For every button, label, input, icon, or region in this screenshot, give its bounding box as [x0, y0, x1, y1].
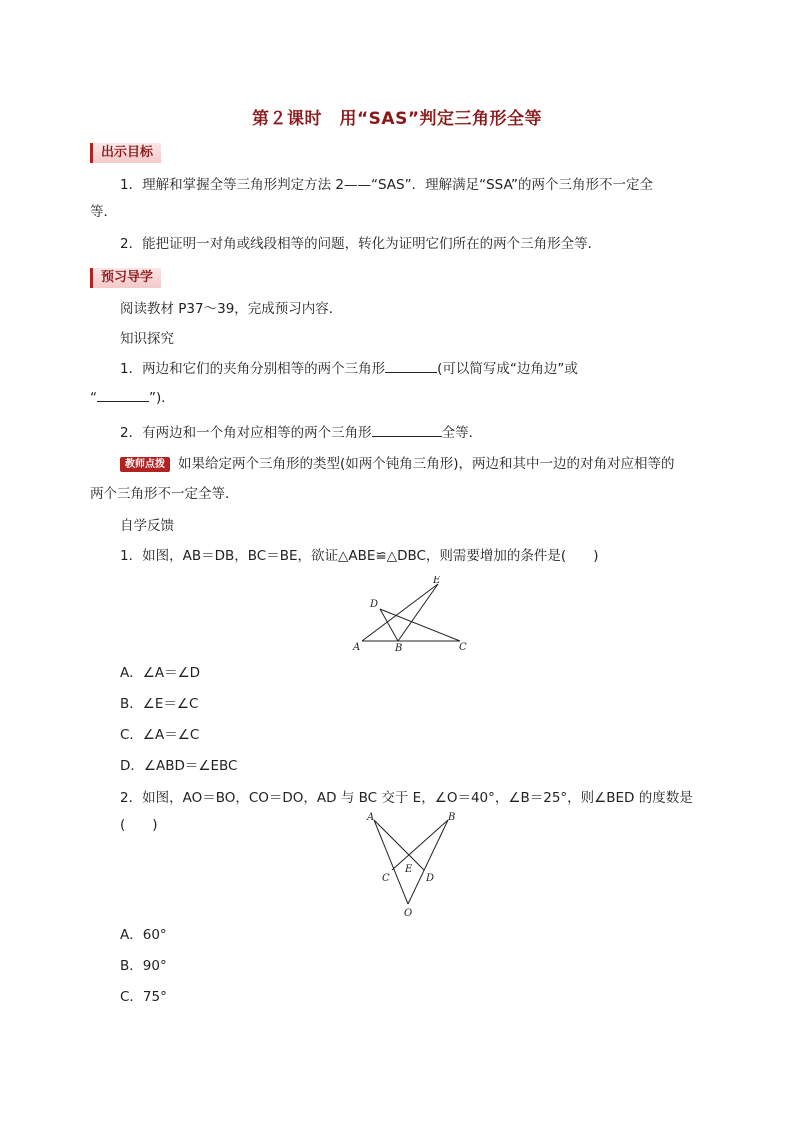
segment-bc — [392, 820, 448, 870]
knowledge-1-quote-close: ”)． — [149, 390, 175, 406]
segment-bo — [408, 820, 448, 904]
label-b: B — [395, 643, 403, 654]
feedback-heading: 自学反馈 — [120, 518, 174, 534]
label-a: A — [367, 812, 375, 823]
objective-1-line2: 等． — [90, 204, 117, 220]
label-o: O — [404, 908, 413, 919]
knowledge-2-text: 2．有两边和一个角对应相等的两个三角形 — [120, 425, 372, 441]
teacher-tip-line2: 两个三角形不一定全等． — [90, 486, 239, 502]
segment-be — [398, 584, 438, 641]
answer-blank[interactable] — [372, 422, 442, 437]
label-a: A — [353, 642, 361, 653]
page-title: 第２课时 用“SAS”判定三角形全等 — [252, 109, 542, 129]
knowledge-item-2 — [120, 420, 702, 447]
figure-q1 — [350, 576, 480, 654]
q1-option-c[interactable]: C．∠A＝∠C — [120, 727, 200, 743]
segment-ae — [362, 584, 438, 641]
q1-option-a[interactable]: A．∠A＝∠D — [120, 665, 201, 681]
reading-instruction: 阅读教材 P37～39，完成预习内容． — [120, 301, 343, 317]
q2-option-b[interactable]: B．90° — [120, 958, 167, 974]
label-c: C — [459, 642, 467, 653]
section-preview: 预习导学 — [90, 268, 161, 288]
label-d: D — [426, 873, 435, 884]
label-c: C — [382, 873, 390, 884]
q2-option-a[interactable]: A．60° — [120, 927, 167, 943]
q1-option-d[interactable]: D．∠ABD＝∠EBC — [120, 758, 238, 774]
knowledge-item-1 — [120, 356, 702, 383]
answer-blank[interactable] — [385, 358, 437, 373]
label-d: D — [370, 599, 379, 610]
question-1-stem: 1．如图，AB＝DB，BC＝BE，欲证△ABE≌△DBC，则需要增加的条件是( ) — [120, 548, 599, 564]
label-b: B — [448, 812, 456, 823]
teacher-tip-line1: 如果给定两个三角形的类型(如两个钝角三角形)，两边和其中一边的对角对应相等的 — [178, 456, 675, 472]
knowledge-1-text-b: (可以简写成“边角边”或 — [437, 361, 578, 377]
knowledge-1-text: 1．两边和它们的夹角分别相等的两个三角形 — [120, 361, 386, 377]
q1-option-b[interactable]: B．∠E＝∠C — [120, 696, 199, 712]
knowledge-item-1-cont — [90, 385, 702, 412]
knowledge-1-quote-open: “ — [90, 390, 97, 406]
objective-1-line1: 1．理解和掌握全等三角形判定方法 2——“SAS”．理解满足“SSA”的两个三角形不一定全 — [120, 177, 654, 193]
q2-option-c[interactable]: C．75° — [120, 989, 167, 1005]
objective-2: 2．能把证明一对角或线段相等的问题，转化为证明它们所在的两个三角形全等． — [120, 236, 602, 252]
knowledge-2-text-b: 全等． — [441, 425, 483, 441]
figure-q2 — [360, 808, 470, 920]
section-objectives: 出示目标 — [90, 143, 161, 163]
teacher-tip-badge: 教师点拨 — [120, 457, 170, 472]
segment-ao — [374, 820, 408, 904]
segment-ad — [374, 820, 424, 870]
teacher-tip — [120, 451, 702, 478]
label-e: E — [433, 576, 441, 586]
question-2-stem: 2．如图，AO＝BO，CO＝DO，AD 与 BC 交于 E，∠O＝40°，∠B＝25°，则∠BED 的度数是( ) — [120, 790, 693, 833]
segment-dc — [380, 609, 460, 641]
answer-blank[interactable] — [97, 387, 149, 402]
label-e: E — [405, 864, 413, 875]
knowledge-heading: 知识探究 — [120, 331, 174, 347]
